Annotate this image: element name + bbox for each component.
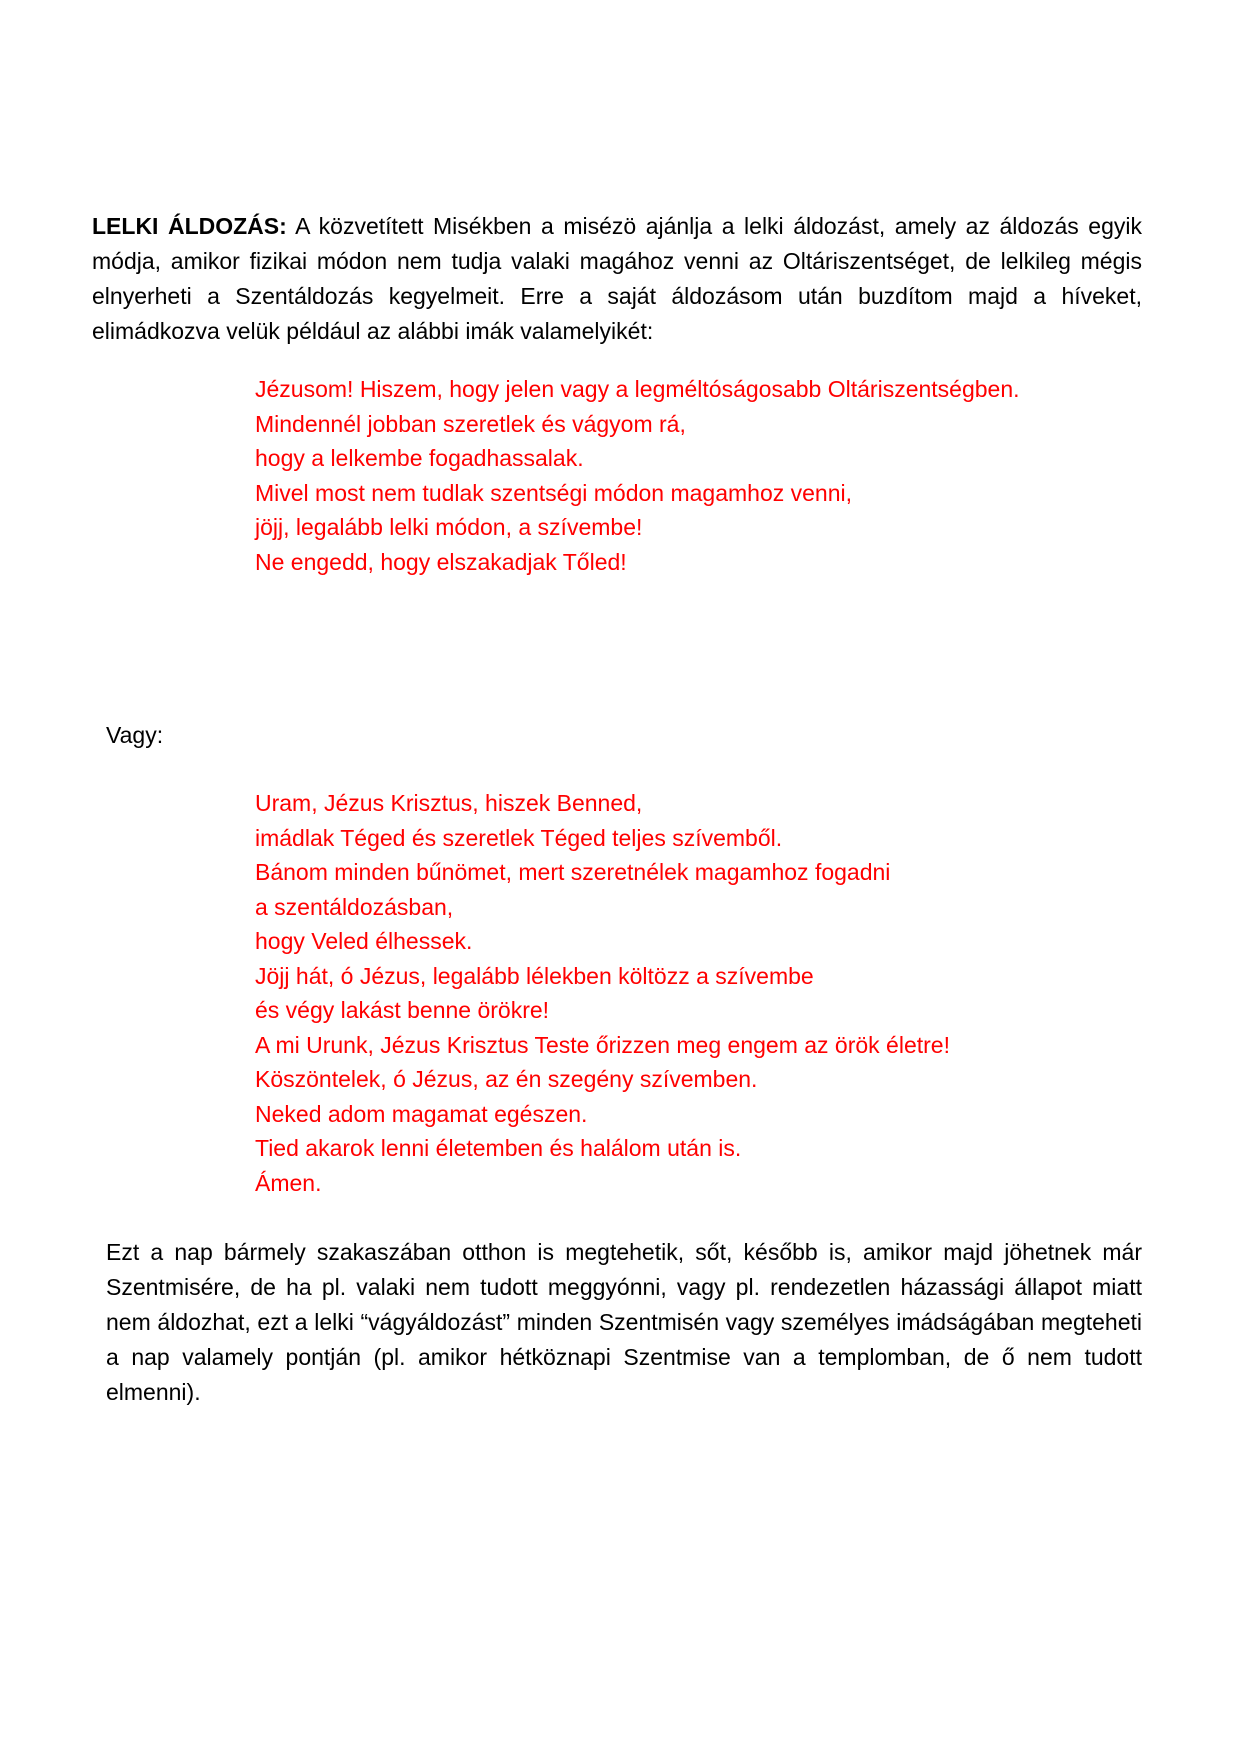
prayer-1-line: Mivel most nem tudlak szentségi módon magamhoz venni,	[255, 479, 853, 506]
prayer-2-line: Neked adom magamat egészen.	[255, 1100, 588, 1127]
intro-text: A közvetített Misékben a misézö ajánlja a lelki áldozást, amely az áldozás egyik módja, amikor fizikai módon nem tudja valaki magához venni az Oltáriszentséget, de lelkileg mégis elnyerheti a Szentáldozás kegyelmeit. Erre a saját áldozásom után buzdítom majd a híveket, elimádkozva velük például az alábbi imák valamelyikét:	[92, 213, 1142, 344]
prayer-2-line: Uram, Jézus Krisztus, hiszek Benned,	[255, 790, 643, 816]
prayer-2-line: és végy lakást benne örökre!	[255, 997, 550, 1023]
section-heading: LELKI ÁLDOZÁS:	[92, 213, 287, 239]
outro-paragraph: Ezt a nap bármely szakaszában otthon is megtehetik, sőt, később is, amikor majd jöhetnek már Szentmisére, de ha pl. valaki nem tudott meggyónni, vagy pl. rendezetlen házassági állapot miatt nem áldozhat, ezt a lelki “vágyáldozást” minden Szentmisén vagy személyes imádságában megteheti a nap valamely pontján (pl. amikor hétköznapi Szentmise van a templomban, de ő nem tudott elmenni).	[106, 1239, 1142, 1405]
prayer-2-line: Köszöntelek, ó Jézus, az én szegény szívemben.	[255, 1066, 758, 1092]
prayer-2	[255, 786, 950, 1200]
prayer-2-line: Tied akarok lenni életemben és halálom után is.	[255, 1135, 742, 1161]
prayer-2-line: Ámen.	[255, 1169, 322, 1196]
prayer-2-line: Jöjj hát, ó Jézus, legalább lélekben költözz a szívembe	[255, 962, 814, 989]
prayer-2-line: Bánom minden bűnömet, mert szeretnélek magamhoz fogadni	[255, 859, 891, 885]
prayer-1-line: Mindennél jobban szeretlek és vágyom rá,	[255, 410, 686, 437]
prayer-1	[255, 372, 1020, 579]
prayer-1-line: hogy a lelkembe fogadhassalak.	[255, 445, 584, 471]
prayer-2-line: hogy Veled élhessek.	[255, 928, 473, 954]
prayer-1-line: Ne engedd, hogy elszakadjak Tőled!	[255, 548, 627, 575]
prayer-2-line: imádlak Téged és szeretlek Téged teljes szívemből.	[255, 824, 783, 851]
prayer-1-line: Jézusom! Hiszem, hogy jelen vagy a legméltóságosabb Oltáriszentségben.	[255, 376, 1020, 402]
intro-paragraph	[92, 209, 1142, 349]
prayer-1-line: jöjj, legalább lelki módon, a szívembe!	[255, 514, 643, 540]
prayer-2-line: A mi Urunk, Jézus Krisztus Teste őrizzen meg engem az örök életre!	[255, 1031, 950, 1058]
prayer-2-line: a szentáldozásban,	[255, 893, 454, 920]
or-label: Vagy:	[106, 722, 164, 748]
